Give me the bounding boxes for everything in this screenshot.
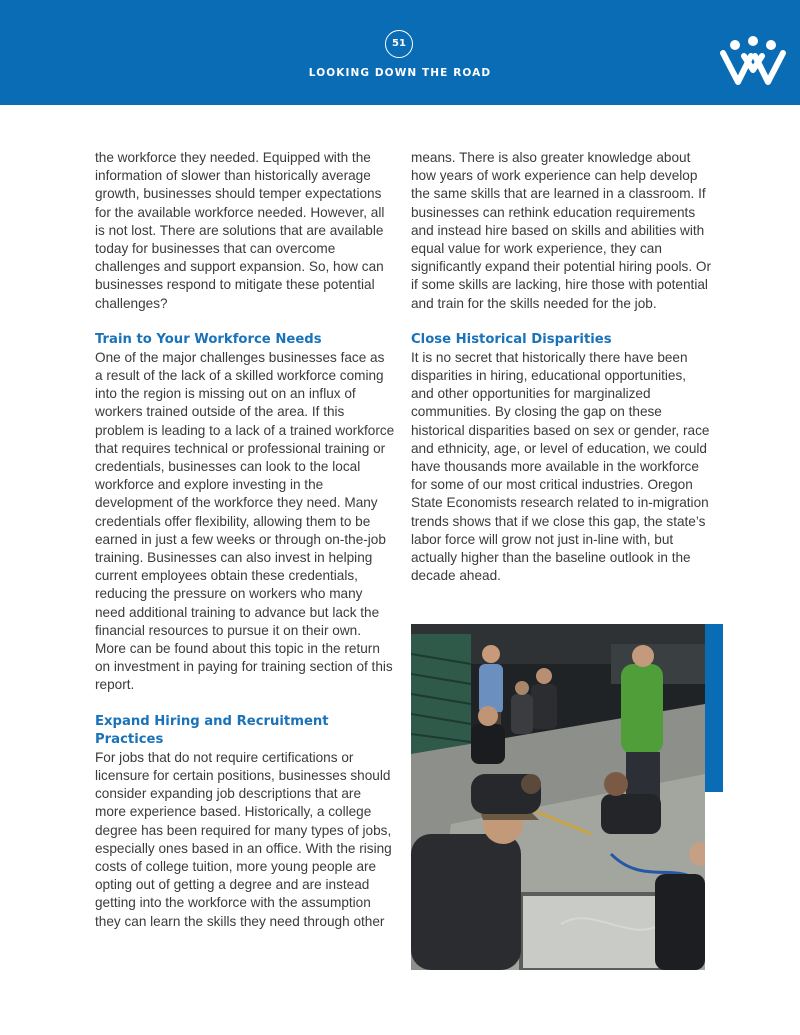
workshop-photo-illustration [411,624,705,970]
intro-paragraph: the workforce they needed. Equipped with the information of slower than historically average growth, businesses should temper expectations for the available workforce needed. However, all is not lost. There are solutions that are available today for businesses that can overcome challenges and support expansion. So, how can businesses respond to mitigate these potential challenges? [95,150,385,311]
train-workforce-paragraph: One of the major challenges businesses face as a result of the lack of a skilled workforce coming into the region is missing out on an influx of workers trained outside of the area. If this problem is leading to a lack of a trained workforce that requires technical or professional training or credentials, businesses can look to the local workforce and explore investing in the development of the workforce they need. Many credentials offer flexibility, allowing them to be earned in just a few weeks or through on-the-job training. Businesses can also invest in helping current employees obtain these credentials, reducing the pressure on workers who many need additional training to advance but lack the financial resources to pursue it on their own. More can be found about this topic in the return on investment in paying for training section of this report. [95,349,395,693]
right-column [411,149,711,585]
heading-close-disparities: Close Historical Disparities [411,331,612,347]
expand-hiring-paragraph: For jobs that do not require certifications or licensure for certain positions, businesses should consider expanding job descriptions that are more experience based. Historically, a college degree has been required for many types of jobs, especially ones based in an office. With the rising costs of college tuition, more young people are opting out of getting a degree and are instead getting into the workforce with the assumption they can learn the skills they need through other [95,749,392,929]
left-column [95,149,395,931]
page-header [0,0,800,105]
three-people-v-logo-icon [718,36,788,88]
heading-expand-hiring: Expand Hiring and Recruitment Practices [95,713,329,747]
section-title: LOOKING DOWN THE ROAD [308,67,492,79]
close-disparities-paragraph: It is no secret that historically there have been disparities in hiring, educational opportunities, and other opportunities for marginalized communities. By closing the gap on these historical disparities based on sex or gender, race and ethnicity, age, or level of education, we could have thousands more available in the workforce for some of our most critical industries. Oregon State Economists research related to in-migration trends shows that if we close this gap, the state’s labor force will grow not just in-line with, but actually higher than the baseline outlook in the decade ahead. [411,349,710,584]
continuation-paragraph: means. There is also greater knowledge about how years of work experience can help develop the same skills that are learned in a classroom. If businesses can rethink education requirements and instead hire based on skills and abilities with equal value for work experience, they can significantly expand their potential hiring pools. Or if some skills are lacking, hire those with potential and train for the skills needed for the job. [411,150,711,311]
photo-accent-bar [705,624,723,792]
heading-train-workforce: Train to Your Workforce Needs [95,331,322,347]
workshop-photo [411,624,705,970]
page-number: 51 [385,30,413,58]
